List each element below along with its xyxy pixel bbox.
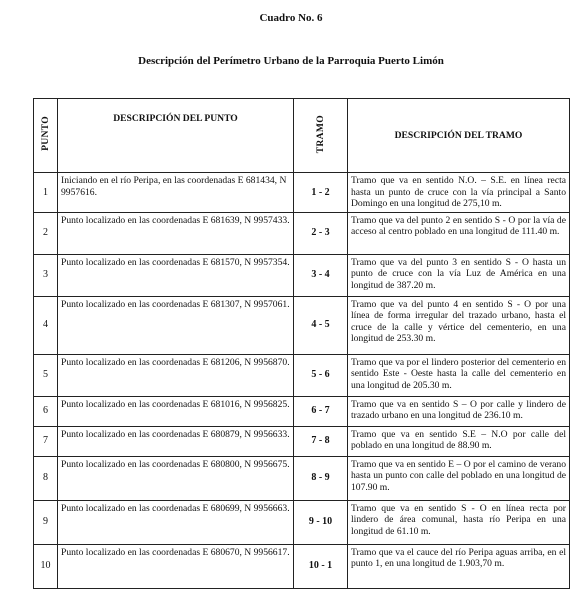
table-caption: Descripción del Perímetro Urbano de la Parroquia Puerto Limón: [138, 55, 444, 67]
cell-tramo: 5 - 6: [294, 354, 348, 396]
cell-tramo: 1 - 2: [294, 173, 348, 213]
cell-tramo: 10 - 1: [294, 544, 348, 588]
cell-descripcion-punto: Punto localizado en las coordenadas E 681307, N 9957061.: [58, 296, 294, 354]
cell-punto: 6: [34, 396, 58, 426]
table-row: [34, 296, 570, 354]
cell-descripcion-tramo: Tramo que va del punto 4 en sentido S - O por una línea de forma irregular del trazado urbano, hasta el cruce de la calle y vértice del cementerio, en una longitud de 253.30 m.: [348, 296, 570, 354]
cell-punto: 7: [34, 426, 58, 456]
cell-tramo: 9 - 10: [294, 500, 348, 544]
table-row: [34, 456, 570, 500]
table-row: [34, 500, 570, 544]
cell-punto: 8: [34, 456, 58, 500]
cell-punto: 9: [34, 500, 58, 544]
cell-punto: 3: [34, 254, 58, 296]
table-number-title: Cuadro No. 6: [259, 12, 323, 24]
perimeter-table: [33, 98, 570, 589]
cell-descripcion-tramo: Tramo que va en sentido S.E – N.O por calle del poblado en una longitud de 88.90 m.: [348, 426, 570, 456]
table-row: [34, 173, 570, 213]
cell-descripcion-tramo: Tramo que va en sentido E – O por el camino de verano hasta un punto con calle del poblado en una longitud de 107.90 m.: [348, 456, 570, 500]
table-row: [34, 544, 570, 588]
cell-descripcion-punto: Punto localizado en las coordenadas E 681206, N 9956870.: [58, 354, 294, 396]
cell-descripcion-tramo: Tramo que va en sentido S – O por calle y lindero de trazado urbano en una longitud de 236.10 m.: [348, 396, 570, 426]
cell-descripcion-tramo: Tramo que va del punto 3 en sentido S - O hasta un punto de cruce con la vía Luz de América en una longitud de 387.20 m.: [348, 254, 570, 296]
header-punto: PUNTO: [34, 99, 58, 173]
cell-tramo: 2 - 3: [294, 212, 348, 254]
cell-punto: 2: [34, 212, 58, 254]
cell-punto: 1: [34, 173, 58, 213]
cell-descripcion-tramo: Tramo que va el cauce del río Peripa aguas arriba, en el punto 1, en una longitud de 1.903,70 m.: [348, 544, 570, 588]
table-row: [34, 426, 570, 456]
table-row: [34, 354, 570, 396]
header-tramo: TRAMO: [294, 99, 348, 173]
cell-tramo: 3 - 4: [294, 254, 348, 296]
cell-descripcion-punto: Punto localizado en las coordenadas E 681639, N 9957433.: [58, 212, 294, 254]
cell-descripcion-punto: Punto localizado en las coordenadas E 680670, N 9956617.: [58, 544, 294, 588]
table-row: [34, 396, 570, 426]
cell-descripcion-tramo: Tramo que va del punto 2 en sentido S - O por la vía de acceso al centro poblado en una longitud de 111.40 m.: [348, 212, 570, 254]
cell-descripcion-punto: Punto localizado en las coordenadas E 680800, N 9956675.: [58, 456, 294, 500]
cell-descripcion-tramo: Tramo que va por el lindero posterior del cementerio en sentido Este - Oeste hasta la calle del cementerio en una longitud de 205.30 m.: [348, 354, 570, 396]
cell-punto: 5: [34, 354, 58, 396]
cell-descripcion-punto: Punto localizado en las coordenadas E 681016, N 9956825.: [58, 396, 294, 426]
cell-descripcion-tramo: Tramo que va en sentido S - O en línea recta por lindero de área comunal, hasta río Peripa en una longitud de 61.10 m.: [348, 500, 570, 544]
cell-descripcion-punto: Punto localizado en las coordenadas E 680699, N 9956663.: [58, 500, 294, 544]
cell-tramo: 7 - 8: [294, 426, 348, 456]
cell-descripcion-punto: Iniciando en el río Peripa, en las coordenadas E 681434, N 9957616.: [58, 173, 294, 213]
cell-descripcion-punto: Punto localizado en las coordenadas E 681570, N 9957354.: [58, 254, 294, 296]
header-descripcion-punto: DESCRIPCIÓN DEL PUNTO: [58, 99, 294, 173]
cell-tramo: 6 - 7: [294, 396, 348, 426]
header-descripcion-tramo: DESCRIPCIÓN DEL TRAMO: [348, 99, 570, 173]
cell-punto: 10: [34, 544, 58, 588]
table-row: [34, 254, 570, 296]
cell-tramo: 8 - 9: [294, 456, 348, 500]
table-header-row: [34, 99, 570, 173]
cell-descripcion-punto: Punto localizado en las coordenadas E 680879, N 9956633.: [58, 426, 294, 456]
cell-tramo: 4 - 5: [294, 296, 348, 354]
cell-punto: 4: [34, 296, 58, 354]
table-row: [34, 212, 570, 254]
cell-descripcion-tramo: Tramo que va en sentido N.O. – S.E. en línea recta hasta un punto de cruce con la vía principal a Santo Domingo en una longitud de 275,10 m.: [348, 173, 570, 213]
